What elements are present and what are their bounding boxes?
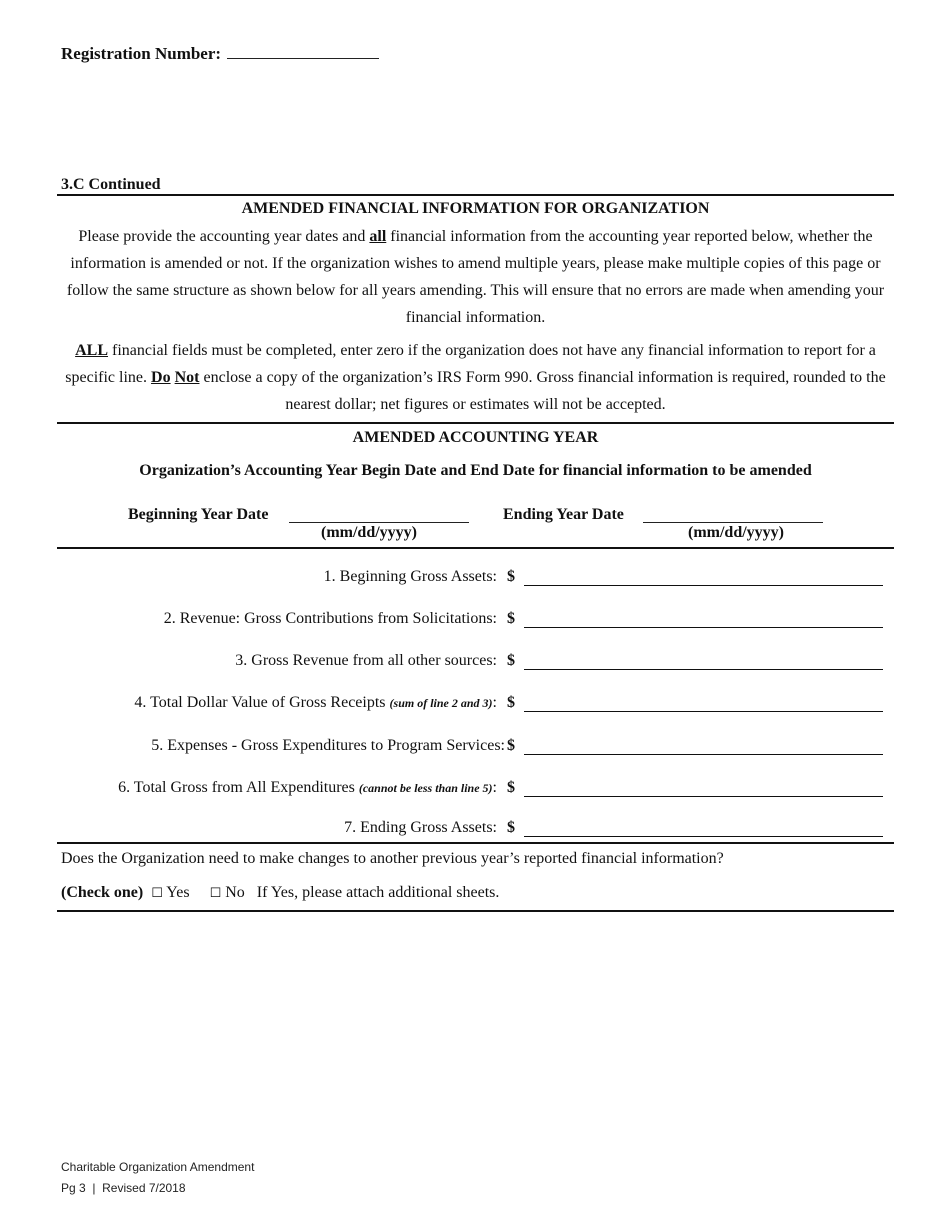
line-label: 7. Ending Gross Assets: xyxy=(344,819,497,836)
emphasis-all: all xyxy=(369,228,387,245)
footer-title: Charitable Organization Amendment xyxy=(61,1160,255,1174)
dollar-sign: $ xyxy=(507,694,515,711)
check-one-label: (Check one) xyxy=(61,884,144,901)
emphasis-do: Do xyxy=(151,369,171,386)
registration-number-field[interactable] xyxy=(227,44,379,59)
gross-contributions-field[interactable] xyxy=(524,627,883,628)
line-gross-contributions xyxy=(57,610,894,634)
instructions-text: Please provide the accounting year dates and xyxy=(78,228,370,245)
beginning-date-format: (mm/dd/yyyy) xyxy=(321,524,417,541)
yes-label: Yes xyxy=(166,884,190,901)
instructions-paragraph-1 xyxy=(62,223,889,331)
beginning-gross-assets-field[interactable] xyxy=(524,585,883,586)
other-years-question: Does the Organization need to make changes to another previous year’s reported financial information? xyxy=(61,850,724,867)
line-label: 3. Gross Revenue from all other sources: xyxy=(235,652,497,669)
amended-financial-title: AMENDED FINANCIAL INFORMATION FOR ORGANIZATION xyxy=(241,200,710,217)
instructions-text: financial information from the accounting year reported below, whether the information is amended or not. If the organization wishes to amend multiple years, please make multiple copies of this page or follow the same structure as shown below for all years amending. This will ensure that no errors are made when amending your financial information. xyxy=(66,228,885,326)
checkbox-yes[interactable]: ☐ xyxy=(151,886,163,901)
ending-year-label: Ending Year Date xyxy=(503,506,624,523)
divider xyxy=(57,547,894,549)
line-label: 1. Beginning Gross Assets: xyxy=(323,568,497,585)
instructions-text: enclose a copy of the organization’s IRS Form 990. Gross financial information is required, rounded to the nearest dollar; net figures or estimates will not be accepted. xyxy=(199,369,886,413)
line-total-expenditures xyxy=(57,779,894,803)
dollar-sign: $ xyxy=(507,737,515,754)
line-label: 5. Expenses - Gross Expenditures to Program Services: xyxy=(151,737,505,754)
divider xyxy=(57,910,894,912)
checkbox-no[interactable]: ☐ xyxy=(209,886,222,901)
divider xyxy=(57,422,894,424)
line-label: 4. Total Dollar Value of Gross Receipts (sum of line 2 and 3): xyxy=(134,694,497,711)
dollar-sign: $ xyxy=(507,819,515,836)
registration-number xyxy=(61,44,379,64)
instructions-paragraph-2 xyxy=(62,337,889,418)
dollar-sign: $ xyxy=(507,652,515,669)
total-expenditures-field[interactable] xyxy=(524,796,883,797)
line-ending-gross-assets xyxy=(57,819,894,843)
total-gross-receipts-field[interactable] xyxy=(524,711,883,712)
emphasis-all: ALL xyxy=(75,342,109,359)
line-total-gross-receipts xyxy=(57,694,894,718)
ending-gross-assets-field[interactable] xyxy=(524,836,883,837)
section-label: 3.C Continued xyxy=(61,176,161,193)
dollar-sign: $ xyxy=(507,779,515,796)
dollar-sign: $ xyxy=(507,610,515,627)
program-expenditures-field[interactable] xyxy=(524,754,883,755)
check-one-row xyxy=(61,884,499,902)
footer-page: Pg 3 | Revised 7/2018 xyxy=(61,1181,186,1195)
line-label: 2. Revenue: Gross Contributions from Solicitations: xyxy=(163,610,497,627)
line-beginning-gross-assets xyxy=(57,568,894,592)
no-label: No xyxy=(225,884,245,901)
line-program-expenditures xyxy=(57,737,894,761)
registration-label: Registration Number: xyxy=(61,44,222,63)
gross-revenue-other-field[interactable] xyxy=(524,669,883,670)
divider xyxy=(57,194,894,196)
divider xyxy=(57,842,894,844)
dollar-sign: $ xyxy=(507,568,515,585)
line-label: 6. Total Gross from All Expenditures (cannot be less than line 5): xyxy=(118,779,497,796)
instructions-text: financial fields must be completed, enter zero if the organization does not have any financial information to report for a specific line. xyxy=(65,342,876,386)
line-gross-revenue-other xyxy=(57,652,894,676)
emphasis-not: Not xyxy=(174,369,200,386)
ending-date-format: (mm/dd/yyyy) xyxy=(688,524,784,541)
attach-note: If Yes, please attach additional sheets. xyxy=(256,884,500,901)
accounting-year-title: AMENDED ACCOUNTING YEAR xyxy=(352,429,599,446)
beginning-year-date-field[interactable] xyxy=(289,508,469,523)
ending-year-date-field[interactable] xyxy=(643,508,823,523)
beginning-year-label: Beginning Year Date xyxy=(128,506,269,523)
accounting-year-subtitle: Organization’s Accounting Year Begin Date and End Date for financial information to be amended xyxy=(139,462,812,479)
